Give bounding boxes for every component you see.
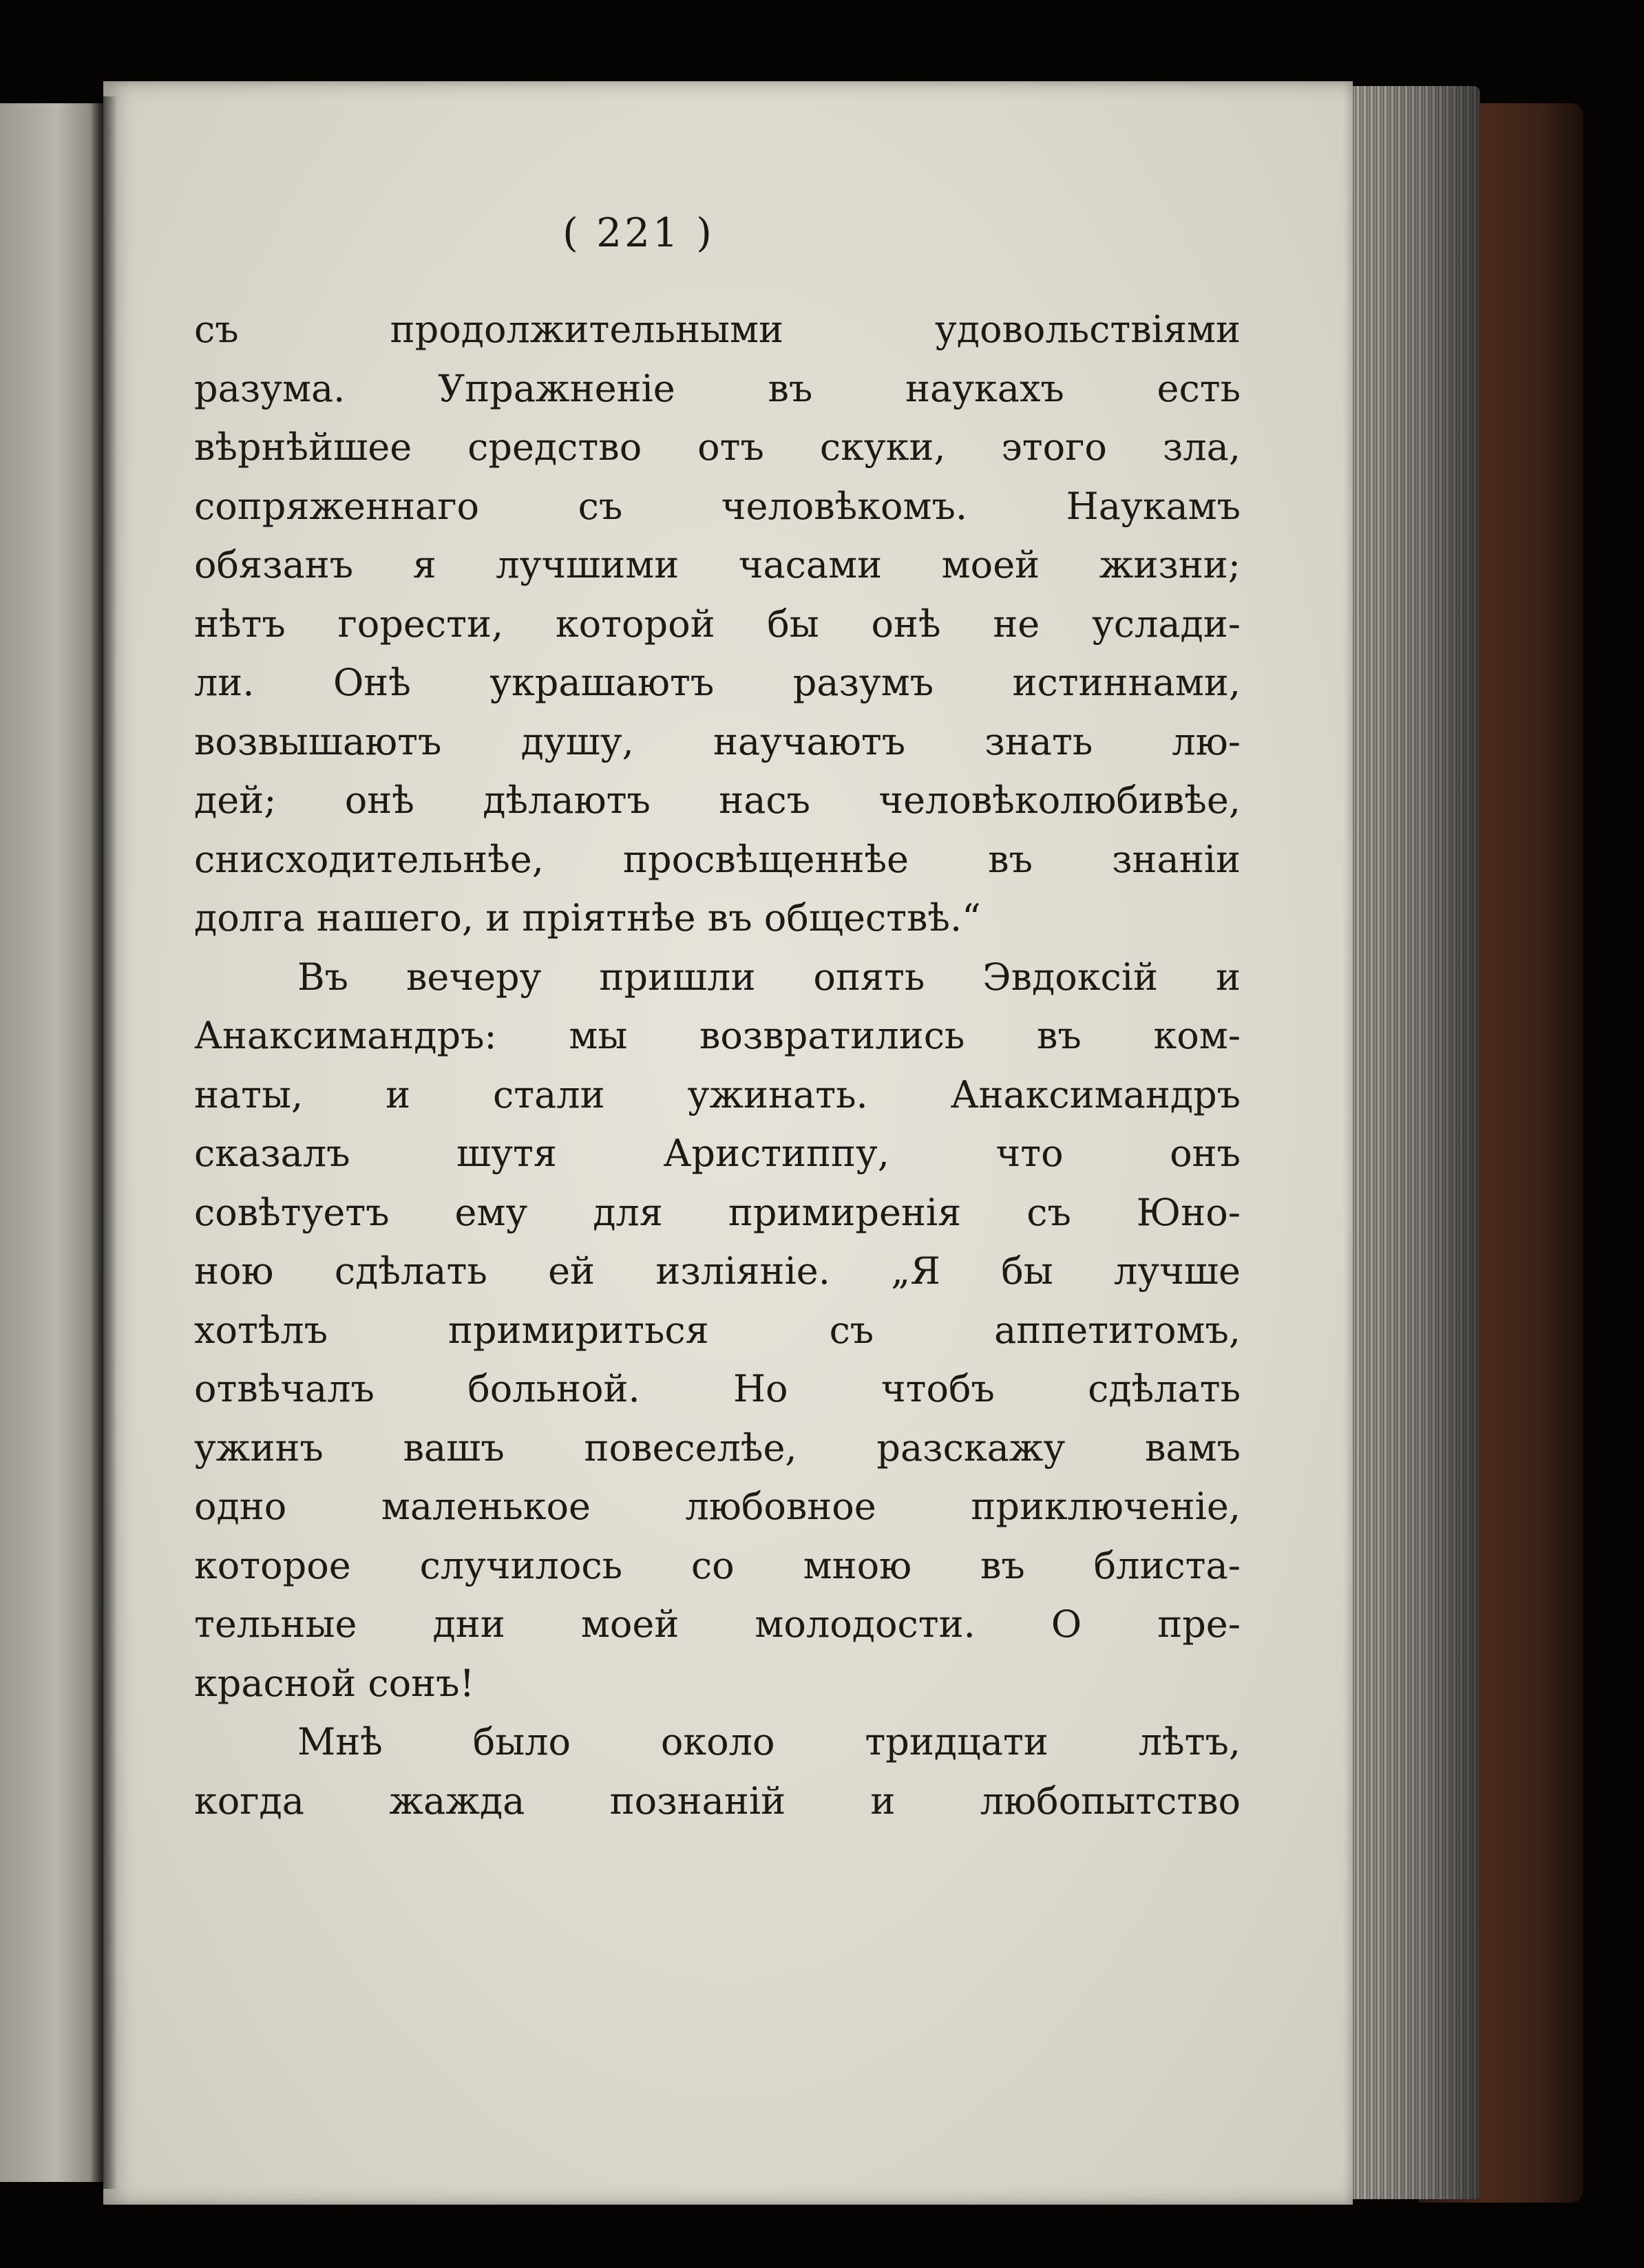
text-line: ною сдѣлать ей изліяніе. „Я бы лучше bbox=[194, 1249, 1241, 1293]
text-line: ли. Онѣ украшаютъ разумъ истиннами, bbox=[194, 661, 1241, 704]
text-line: одно маленькое любовное приключеніе, bbox=[194, 1485, 1241, 1528]
text-line: долга нашего, и пріятнѣе въ обществѣ.“ bbox=[194, 896, 981, 940]
text-line: Въ вечеру пришли опять Эвдоксій и bbox=[297, 955, 1241, 999]
text-line: красной сонъ! bbox=[194, 1661, 475, 1705]
text-line: Мнѣ было около тридцати лѣтъ, bbox=[297, 1720, 1241, 1763]
gutter-shadow bbox=[89, 96, 117, 2189]
text-line: нѣтъ горести, которой бы онѣ не услади- bbox=[194, 602, 1241, 646]
text-line: вѣрнѣйшее средство отъ скуки, этого зла, bbox=[194, 425, 1241, 469]
text-line: разума. Упражненіе въ наукахъ есть bbox=[194, 366, 1241, 410]
text-line: Анаксимандръ: мы возвратились въ ком- bbox=[194, 1014, 1241, 1057]
text-line: когда жажда познаній и любопытство bbox=[194, 1779, 1241, 1823]
page-number: ( 221 ) bbox=[562, 209, 715, 256]
text-line: совѣтуетъ ему для примиренія съ Юно- bbox=[194, 1190, 1241, 1234]
text-line: сопряженнаго съ человѣкомъ. Наукамъ bbox=[194, 484, 1241, 528]
text-line: отвѣчалъ больной. Но чтобъ сдѣлать bbox=[194, 1367, 1241, 1410]
text-line: снисходительнѣе, просвѣщеннѣе въ знаніи bbox=[194, 837, 1241, 881]
text-line: дей; онѣ дѣлаютъ насъ человѣколюбивѣе, bbox=[194, 778, 1241, 822]
page-edges bbox=[1342, 86, 1480, 2199]
text-line: съ продолжительными удовольствіями bbox=[194, 308, 1241, 351]
text-line: сказалъ шутя Аристиппу, что онъ bbox=[194, 1132, 1241, 1175]
text-line: ужинъ вашъ повеселѣе, разскажу вамъ bbox=[194, 1426, 1241, 1470]
left-facing-page bbox=[0, 103, 103, 2182]
page-text bbox=[194, 300, 1241, 1830]
text-line: возвышаютъ душу, научаютъ знать лю- bbox=[194, 719, 1241, 763]
text-line: которое случилось со мною въ блиста- bbox=[194, 1543, 1241, 1587]
text-line: наты, и стали ужинать. Анаксимандръ bbox=[194, 1072, 1241, 1116]
text-line: обязанъ я лучшими часами моей жизни; bbox=[194, 543, 1241, 586]
text-line: тельные дни моей молодости. О пре- bbox=[194, 1602, 1241, 1646]
text-line: хотѣлъ примириться съ аппетитомъ, bbox=[194, 1308, 1241, 1352]
book-page bbox=[103, 81, 1353, 2205]
